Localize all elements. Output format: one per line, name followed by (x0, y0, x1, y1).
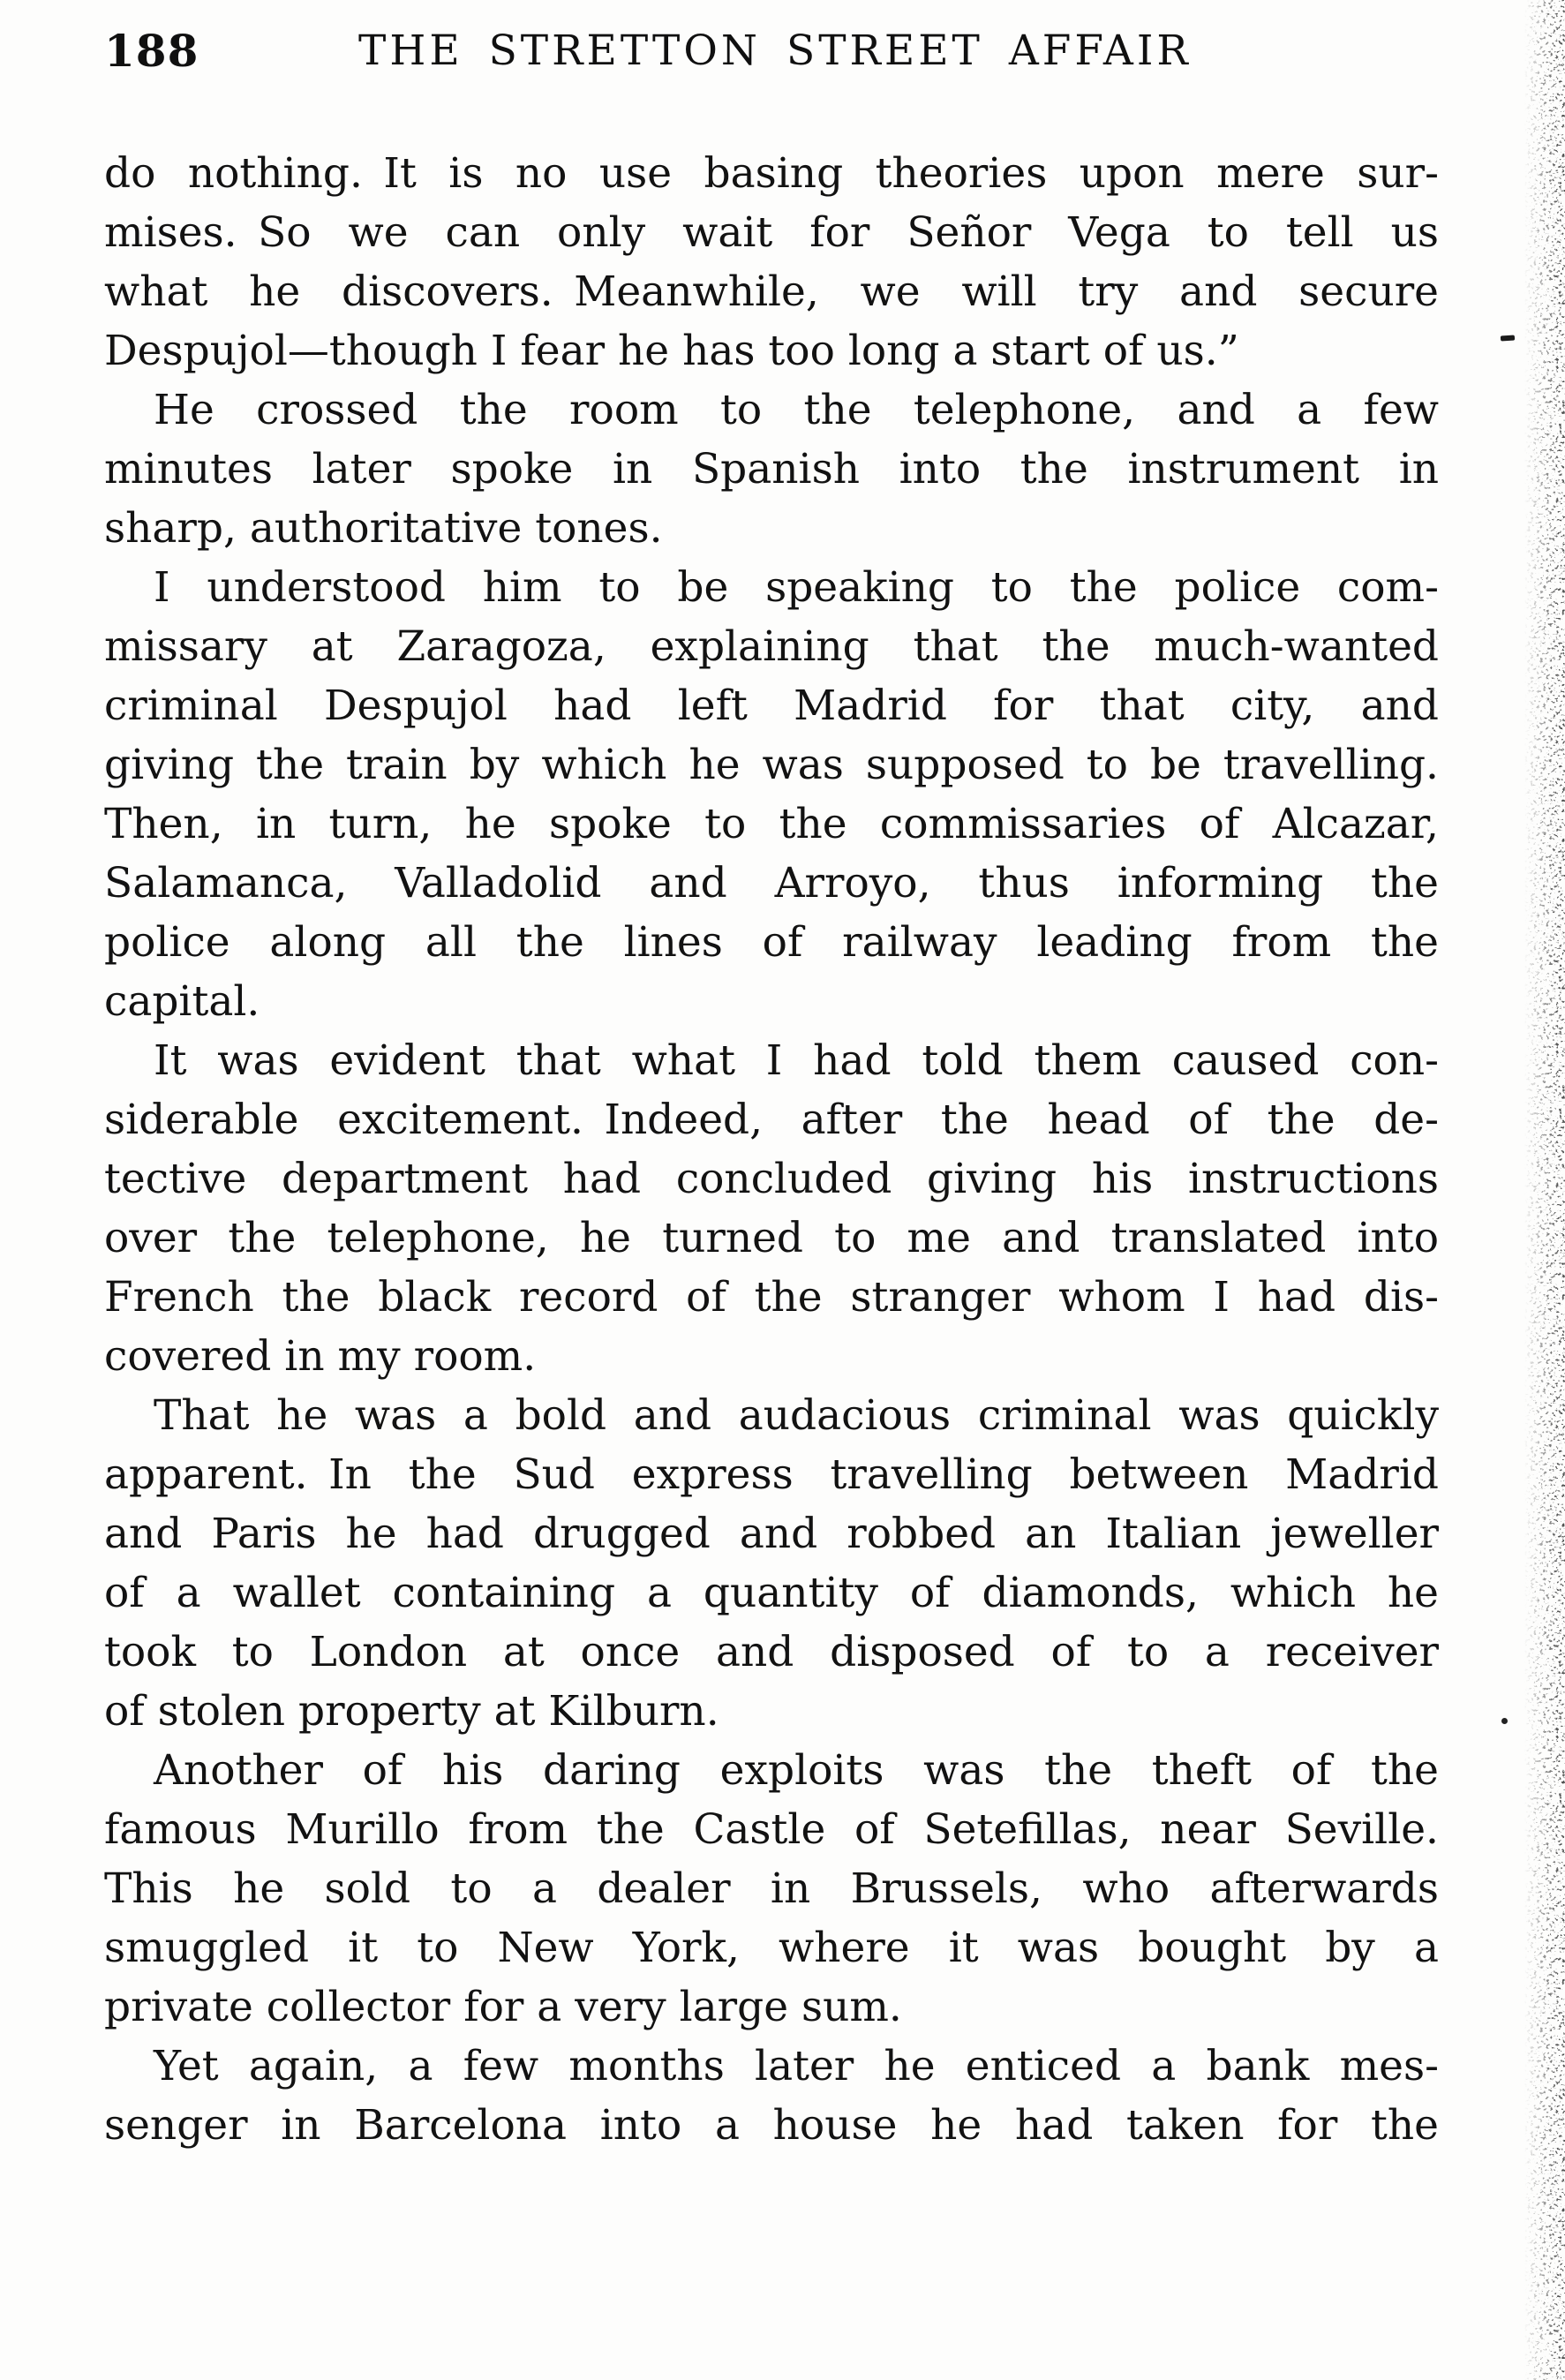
text-line: of stolen property at Kilburn. (104, 1687, 719, 1736)
text-line: siderable excitement. Indeed, after the head of the de- (104, 1096, 1439, 1144)
text-line: sharp, authoritative tones. (104, 504, 663, 553)
text-line: giving the train by which he was supposed to be travelling. (104, 741, 1439, 789)
text-line: took to London at once and disposed of to a receiver (104, 1628, 1439, 1676)
text-line: of a wallet containing a quantity of diamonds, which he (104, 1569, 1439, 1617)
text-line: famous Murillo from the Castle of Setefillas, near Seville. (104, 1805, 1439, 1854)
running-title: THE STRETTON STREET AFFAIR (358, 26, 1192, 75)
text-line: He crossed the room to the telephone, and a few (154, 386, 1439, 434)
text-line: Salamanca, Valladolid and Arroyo, thus informing the (104, 859, 1439, 908)
text-line: That he was a bold and audacious criminal was quickly (154, 1391, 1439, 1440)
text-line: police along all the lines of railway leading from the (104, 918, 1439, 967)
text-line: covered in my room. (104, 1332, 537, 1381)
text-line: It was evident that what I had told them caused con- (154, 1036, 1439, 1085)
text-line: I understood him to be speaking to the police com- (154, 563, 1439, 612)
scan-artifact-dash (1501, 335, 1515, 341)
text-line: apparent. In the Sud express travelling between Madrid (104, 1450, 1439, 1499)
text-line: senger in Barcelona into a house he had taken for the (104, 2101, 1439, 2150)
scan-edge-noise (1524, 0, 1565, 2380)
text-line: Another of his daring exploits was the theft of the (154, 1746, 1439, 1795)
text-line: do nothing. It is no use basing theories upon mere sur- (104, 149, 1439, 198)
text-line: mises. So we can only wait for Señor Vega to tell us (104, 208, 1439, 257)
text-line: tective department had concluded giving his instructions (104, 1155, 1439, 1203)
text-line: and Paris he had drugged and robbed an Italian jeweller (104, 1510, 1439, 1558)
text-line: missary at Zaragoza, explaining that the much-wanted (104, 622, 1439, 671)
text-block (104, 144, 1439, 2155)
text-line: what he discovers. Meanwhile, we will try and secure (104, 267, 1439, 316)
scan-artifact-dot (1501, 1718, 1508, 1724)
text-line: French the black record of the stranger whom I had dis- (104, 1273, 1439, 1322)
text-line: private collector for a very large sum. (104, 1983, 902, 2031)
page-number: 188 (104, 25, 199, 77)
text-line: criminal Despujol had left Madrid for that city, and (104, 682, 1439, 730)
text-line: This he sold to a dealer in Brussels, who afterwards (104, 1864, 1439, 1913)
running-header (104, 25, 1437, 78)
text-line: minutes later spoke in Spanish into the instrument in (104, 445, 1439, 493)
text-line: capital. (104, 977, 260, 1026)
text-line: Yet again, a few months later he enticed a bank mes- (154, 2042, 1439, 2090)
text-line: smuggled it to New York, where it was bought by a (104, 1924, 1439, 1972)
text-line: Despujol—though I fear he has too long a start of us.” (104, 327, 1239, 375)
text-line: over the telephone, he turned to me and translated into (104, 1214, 1439, 1262)
text-line: Then, in turn, he spoke to the commissaries of Alcazar, (104, 800, 1439, 848)
